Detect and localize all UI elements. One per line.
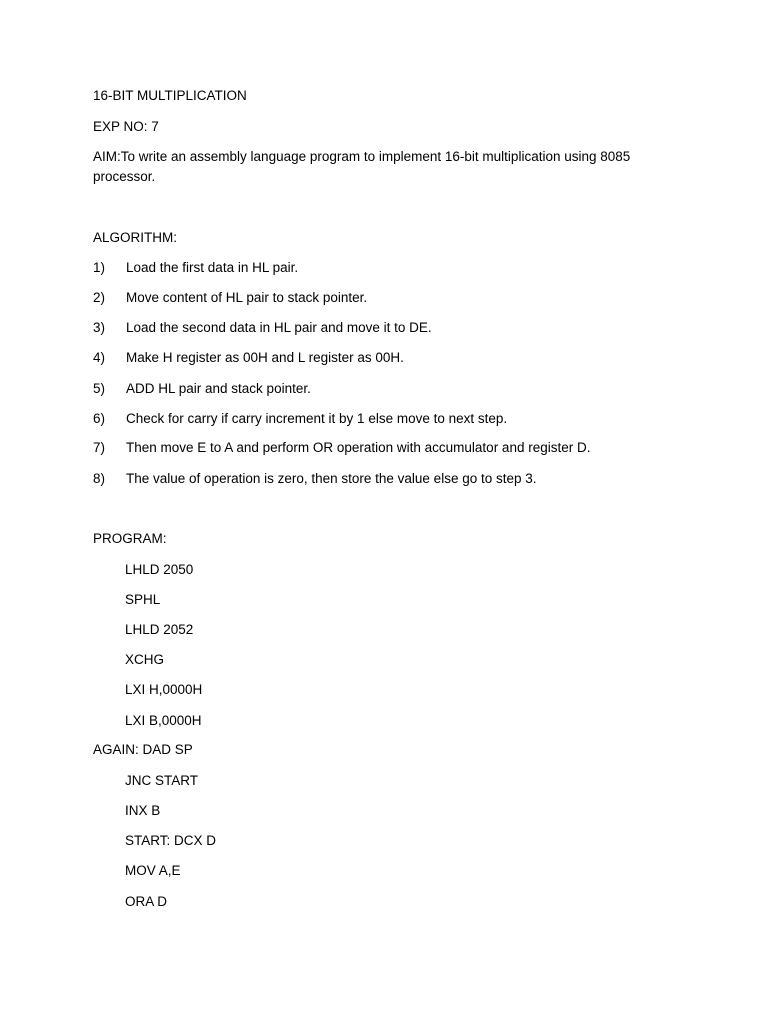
step-number: 2): [93, 290, 106, 305]
step-text: Then move E to A and perform OR operation with accumulator and register D.: [126, 440, 591, 455]
program-line: AGAIN: DAD SP: [93, 742, 193, 757]
algorithm-step: [93, 469, 537, 489]
program-heading: PROGRAM:: [93, 531, 167, 546]
program-line: LHLD 2050: [125, 562, 194, 577]
program-line: LHLD 2052: [125, 622, 194, 637]
algorithm-step: [93, 348, 404, 368]
algorithm-step: [93, 288, 367, 308]
step-text: The value of operation is zero, then store the value else go to step 3.: [126, 471, 537, 486]
step-number: 5): [93, 381, 106, 396]
step-text: Move content of HL pair to stack pointer.: [126, 290, 368, 305]
step-text: ADD HL pair and stack pointer.: [126, 381, 311, 396]
step-number: 4): [93, 350, 106, 365]
program-line: MOV A,E: [125, 863, 181, 878]
program-line: SPHL: [125, 592, 161, 607]
algorithm-step: [93, 379, 311, 399]
program-line: JNC START: [125, 773, 199, 788]
program-line: ORA D: [125, 894, 168, 909]
document-title: 16-BIT MULTIPLICATION: [93, 88, 247, 103]
experiment-number: EXP NO: 7: [93, 119, 159, 134]
algorithm-step: [93, 438, 590, 458]
step-number: 6): [93, 411, 106, 426]
aim-paragraph: AIM:To write an assembly language program to implement 16-bit multiplication using 8085 processor.: [93, 149, 631, 184]
algorithm-step: [93, 409, 507, 429]
step-text: Load the second data in HL pair and move it to DE.: [126, 320, 432, 335]
step-number: 3): [93, 320, 106, 335]
program-line: LXI B,0000H: [125, 713, 202, 728]
algorithm-heading: ALGORITHM:: [93, 230, 178, 245]
program-line: LXI H,0000H: [125, 682, 203, 697]
step-number: 7): [93, 440, 106, 455]
algorithm-step: [93, 318, 432, 338]
algorithm-step: [93, 258, 298, 278]
program-line: INX B: [125, 803, 161, 818]
step-text: Check for carry if carry increment it by 1 else move to next step.: [126, 411, 508, 426]
program-line: START: DCX D: [125, 833, 217, 848]
step-number: 1): [93, 260, 106, 275]
step-text: Load the first data in HL pair.: [126, 260, 299, 275]
step-number: 8): [93, 471, 106, 486]
step-text: Make H register as 00H and L register as 00H.: [126, 350, 404, 365]
program-line: XCHG: [125, 652, 165, 667]
